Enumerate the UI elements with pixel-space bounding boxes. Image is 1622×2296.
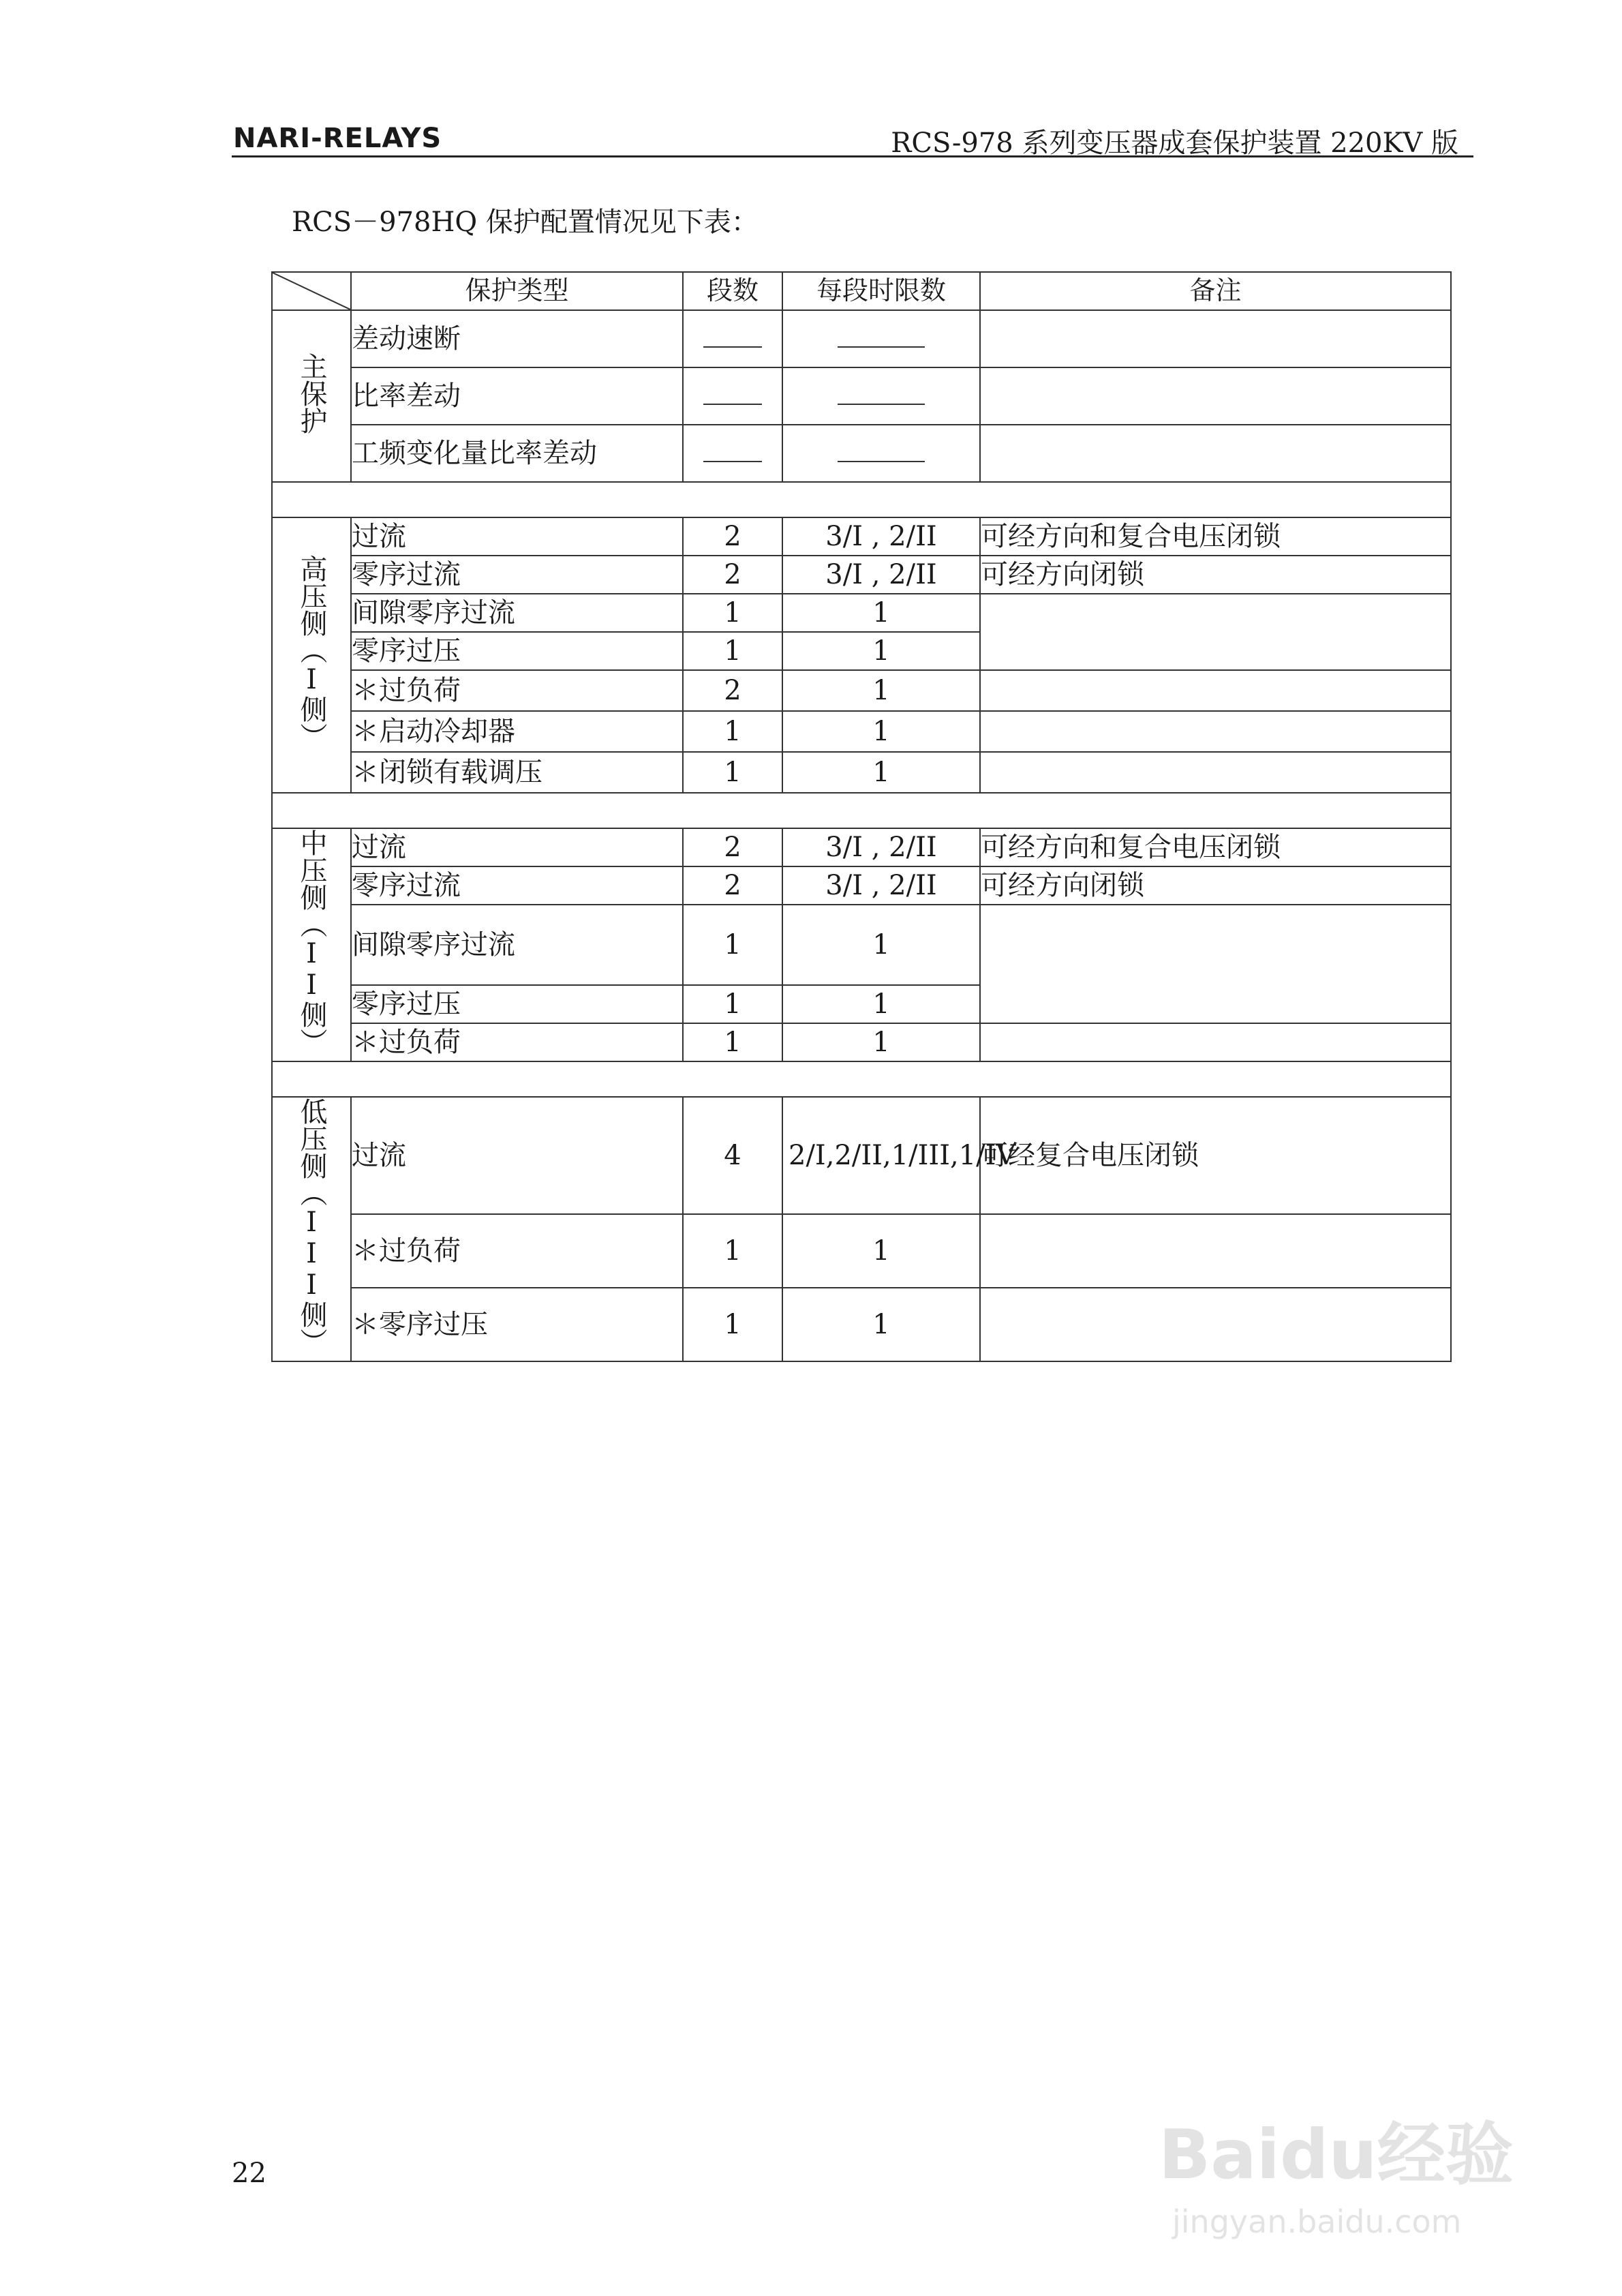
spacer-row <box>272 793 1451 828</box>
table-row <box>272 1288 1451 1361</box>
segments-dash <box>683 425 782 482</box>
diagonal-divider-icon <box>273 273 350 309</box>
protection-type: ＊零序过压 <box>351 1288 683 1361</box>
table-row <box>272 1023 1451 1061</box>
segments-value: 2 <box>683 828 782 866</box>
protection-type: 比率差动 <box>351 367 683 425</box>
note-cell: 可经方向闭锁 <box>980 866 1451 905</box>
table-row <box>272 1214 1451 1288</box>
segments-value: 1 <box>683 1023 782 1061</box>
table-row <box>272 670 1451 711</box>
time-limits-value: 1 <box>782 632 980 670</box>
table-row <box>272 828 1451 866</box>
column-header-segments: 段数 <box>683 272 782 310</box>
note-cell <box>980 425 1451 482</box>
protection-type: ＊过负荷 <box>351 1023 683 1061</box>
group-label-high-voltage: 高压侧（I侧） <box>272 517 351 793</box>
protection-type: 零序过压 <box>351 985 683 1023</box>
intro-text: RCS－978HQ 保护配置情况见下表： <box>292 207 759 238</box>
segments-value: 1 <box>683 594 782 632</box>
protection-type: 差动速断 <box>351 310 683 367</box>
time-limits-value: 3/I , 2/II <box>782 517 980 556</box>
time-limits-dash <box>782 425 980 482</box>
table-row <box>272 594 1451 632</box>
protection-type: 间隙零序过流 <box>351 905 683 985</box>
group-label-medium-voltage: 中压侧（II侧） <box>272 828 351 1061</box>
note-cell <box>980 310 1451 367</box>
protection-type: 工频变化量比率差动 <box>351 425 683 482</box>
column-header-time-limits: 每段时限数 <box>782 272 980 310</box>
group-label-main: 主保护 <box>272 310 351 482</box>
table-row <box>272 711 1451 752</box>
segments-dash <box>683 367 782 425</box>
segments-value: 2 <box>683 866 782 905</box>
column-header-type: 保护类型 <box>351 272 683 310</box>
protection-type: 零序过流 <box>351 556 683 594</box>
protection-config-table <box>271 271 1452 1362</box>
time-limits-value: 3/I , 2/II <box>782 556 980 594</box>
protection-type: 过流 <box>351 517 683 556</box>
protection-type: ＊过负荷 <box>351 670 683 711</box>
group-label-low-voltage: 低压侧（III侧） <box>272 1097 351 1361</box>
watermark-url: jingyan.baidu.com <box>1172 2203 1462 2240</box>
spacer-row <box>272 482 1451 517</box>
table-row <box>272 310 1451 367</box>
table-header-row <box>272 272 1451 310</box>
time-limits-value: 1 <box>782 1023 980 1061</box>
protection-type: ＊启动冷却器 <box>351 711 683 752</box>
header-title: RCS-978 系列变压器成套保护装置 220KV 版 <box>891 127 1458 159</box>
time-limits-value: 2/I,2/II,1/III,1/IV <box>782 1097 980 1214</box>
time-limits-dash <box>782 367 980 425</box>
segments-value: 1 <box>683 985 782 1023</box>
note-cell <box>980 752 1451 793</box>
segments-value: 4 <box>683 1097 782 1214</box>
protection-type: 零序过流 <box>351 866 683 905</box>
table-row <box>272 517 1451 556</box>
note-cell: 可经方向和复合电压闭锁 <box>980 517 1451 556</box>
watermark <box>1159 2100 1540 2263</box>
note-cell <box>980 1023 1451 1061</box>
protection-type: 间隙零序过流 <box>351 594 683 632</box>
time-limits-value: 1 <box>782 905 980 985</box>
protection-type: ＊过负荷 <box>351 1214 683 1288</box>
protection-type: 过流 <box>351 828 683 866</box>
time-limits-value: 1 <box>782 670 980 711</box>
brand-logo: NARI-RELAYS <box>233 123 442 154</box>
segments-value: 1 <box>683 905 782 985</box>
table-row <box>272 367 1451 425</box>
table-row <box>272 556 1451 594</box>
segments-value: 1 <box>683 632 782 670</box>
time-limits-value: 3/I , 2/II <box>782 828 980 866</box>
watermark-logo: Baidu经验 <box>1159 2115 1514 2194</box>
header-divider <box>232 155 1473 157</box>
note-cell <box>980 1214 1451 1288</box>
page-number: 22 <box>232 2158 266 2189</box>
time-limits-value: 1 <box>782 711 980 752</box>
table-row <box>272 866 1451 905</box>
time-limits-value: 1 <box>782 594 980 632</box>
time-limits-value: 1 <box>782 1214 980 1288</box>
note-cell <box>980 1288 1451 1361</box>
note-cell: 可经方向和复合电压闭锁 <box>980 828 1451 866</box>
protection-type: 过流 <box>351 1097 683 1214</box>
note-cell: 可经复合电压闭锁 <box>980 1097 1451 1214</box>
note-cell <box>980 670 1451 711</box>
table-row <box>272 752 1451 793</box>
time-limits-value: 3/I , 2/II <box>782 866 980 905</box>
note-cell: 可经方向闭锁 <box>980 556 1451 594</box>
protection-type: ＊闭锁有载调压 <box>351 752 683 793</box>
note-cell <box>980 367 1451 425</box>
segments-value: 1 <box>683 1288 782 1361</box>
table-row <box>272 425 1451 482</box>
table-row <box>272 1097 1451 1214</box>
segments-value: 2 <box>683 556 782 594</box>
time-limits-value: 1 <box>782 1288 980 1361</box>
segments-value: 1 <box>683 752 782 793</box>
time-limits-value: 1 <box>782 752 980 793</box>
segments-value: 2 <box>683 517 782 556</box>
segments-value: 1 <box>683 1214 782 1288</box>
note-cell <box>980 711 1451 752</box>
protection-type: 零序过压 <box>351 632 683 670</box>
segments-value: 2 <box>683 670 782 711</box>
segments-value: 1 <box>683 711 782 752</box>
note-cell <box>980 905 1451 1023</box>
header-corner-cell <box>272 272 351 310</box>
time-limits-value: 1 <box>782 985 980 1023</box>
column-header-note: 备注 <box>980 272 1451 310</box>
spacer-row <box>272 1061 1451 1097</box>
table-row <box>272 905 1451 985</box>
time-limits-dash <box>782 310 980 367</box>
note-cell <box>980 594 1451 670</box>
segments-dash <box>683 310 782 367</box>
